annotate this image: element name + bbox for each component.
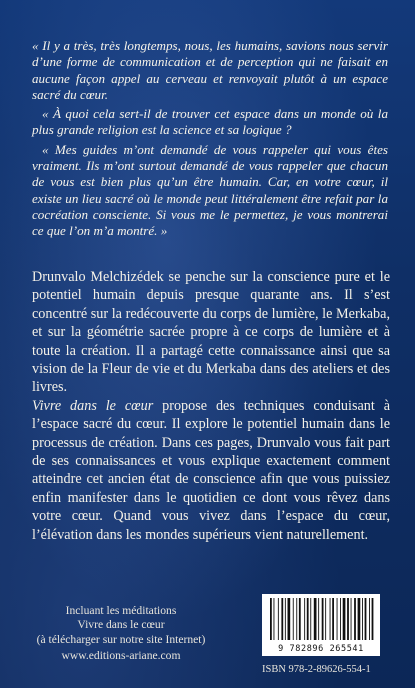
barcode-bars	[262, 594, 380, 644]
barcode	[262, 594, 380, 656]
barcode-bar	[351, 598, 352, 640]
barcode-bar	[322, 598, 324, 640]
barcode-bar	[354, 598, 356, 640]
meditations-note	[26, 604, 216, 664]
description-paragraph-1: Drunvalo Melchizédek se penche sur la conscience pure et le potentiel humain depuis presque quarante ans. Il s’est concentré sur la redécouverte du corps de lumière, le Merkaba, et sur la géométrie sacrée propre à ce corps de lumière et à toute la création. Il a partagé cette connaissance ainsi que sa vision de la Fleur de vie et du Merkaba dans des ateliers et des livres.	[32, 269, 390, 396]
barcode-bar	[358, 598, 361, 640]
barcode-bar	[318, 598, 319, 640]
meditations-line-1: Incluant les méditations	[65, 604, 177, 617]
barcode-bar	[343, 598, 346, 640]
meditations-line-2: Vivre dans le cœur	[77, 618, 165, 632]
barcode-bar	[270, 598, 272, 640]
barcode-bar	[278, 598, 279, 640]
barcode-bar	[299, 598, 301, 640]
barcode-bar	[365, 598, 367, 640]
barcode-bar	[296, 598, 297, 640]
barcode-bar	[288, 598, 291, 640]
barcode-bar	[325, 598, 326, 640]
barcode-bar	[314, 598, 317, 640]
barcode-bar	[307, 598, 309, 640]
barcode-bar	[369, 598, 370, 640]
quote-3: « Mes guides m’ont demandé de vous rappeler qui vous êtes vraiment. Ils m’ont surtout demandé de vous rappeler que chacun de vous est bien plus qu’un être humain. Car, en votre cœur, il existe un lieu sacré où le monde peut littéralement être refait par la cocréation consciente. Si vous me le permettez, je vous montrerai ce que l’on m’a montré. »	[32, 141, 388, 239]
barcode-bar	[310, 598, 311, 640]
quote-block	[32, 38, 388, 243]
book-title-inline: Vivre dans le cœur	[32, 397, 154, 414]
description-paragraph-2-text: propose des techniques conduisant à l’espace sacré du cœur. Il explore le potentiel humain dans le processus de création. Dans ces pages, Drunvalo vous fait part de ses connaissances et vous explique exactement comment atteindre cet ancien état de conscience afin que vous puissiez enfin manifester dans le quotidien ce dont vous rêvez dans votre cœur. Quand vous vivez dans l’espace du cœur, l’élévation dans les mondes supérieurs vient naturellement.	[32, 397, 390, 543]
barcode-bar	[372, 598, 374, 640]
book-description	[32, 268, 390, 544]
barcode-bar	[274, 598, 275, 640]
barcode-bar	[362, 598, 363, 640]
description-paragraph-2	[32, 397, 390, 544]
barcode-bar	[293, 598, 294, 640]
barcode-bar	[285, 598, 286, 640]
isbn: ISBN 978-2-89626-554-1	[262, 664, 371, 675]
quote-1: « Il y a très, très longtemps, nous, les humains, savions nous servir d’une forme de communication et de perception qui ne faisait en aucune façon appel au cerveau et renvoyait plutôt à un espace sacré du cœur.	[32, 38, 388, 102]
barcode-bar	[304, 598, 305, 640]
barcode-bar	[347, 598, 349, 640]
publisher-url[interactable]: www.editions-ariane.com	[61, 649, 181, 663]
meditations-line-3: (à télécharger sur notre site Internet)	[36, 632, 206, 646]
barcode-bar	[281, 598, 283, 640]
barcode-bar	[330, 598, 331, 640]
barcode-number: 9 782896 265541	[278, 644, 364, 654]
quote-2: « À quoi cela sert-il de trouver cet espace dans un monde où la plus grande religion est la science et sa logique ?	[32, 106, 388, 138]
barcode-bar	[340, 598, 341, 640]
barcode-bar	[337, 598, 338, 640]
barcode-bar	[332, 598, 334, 640]
